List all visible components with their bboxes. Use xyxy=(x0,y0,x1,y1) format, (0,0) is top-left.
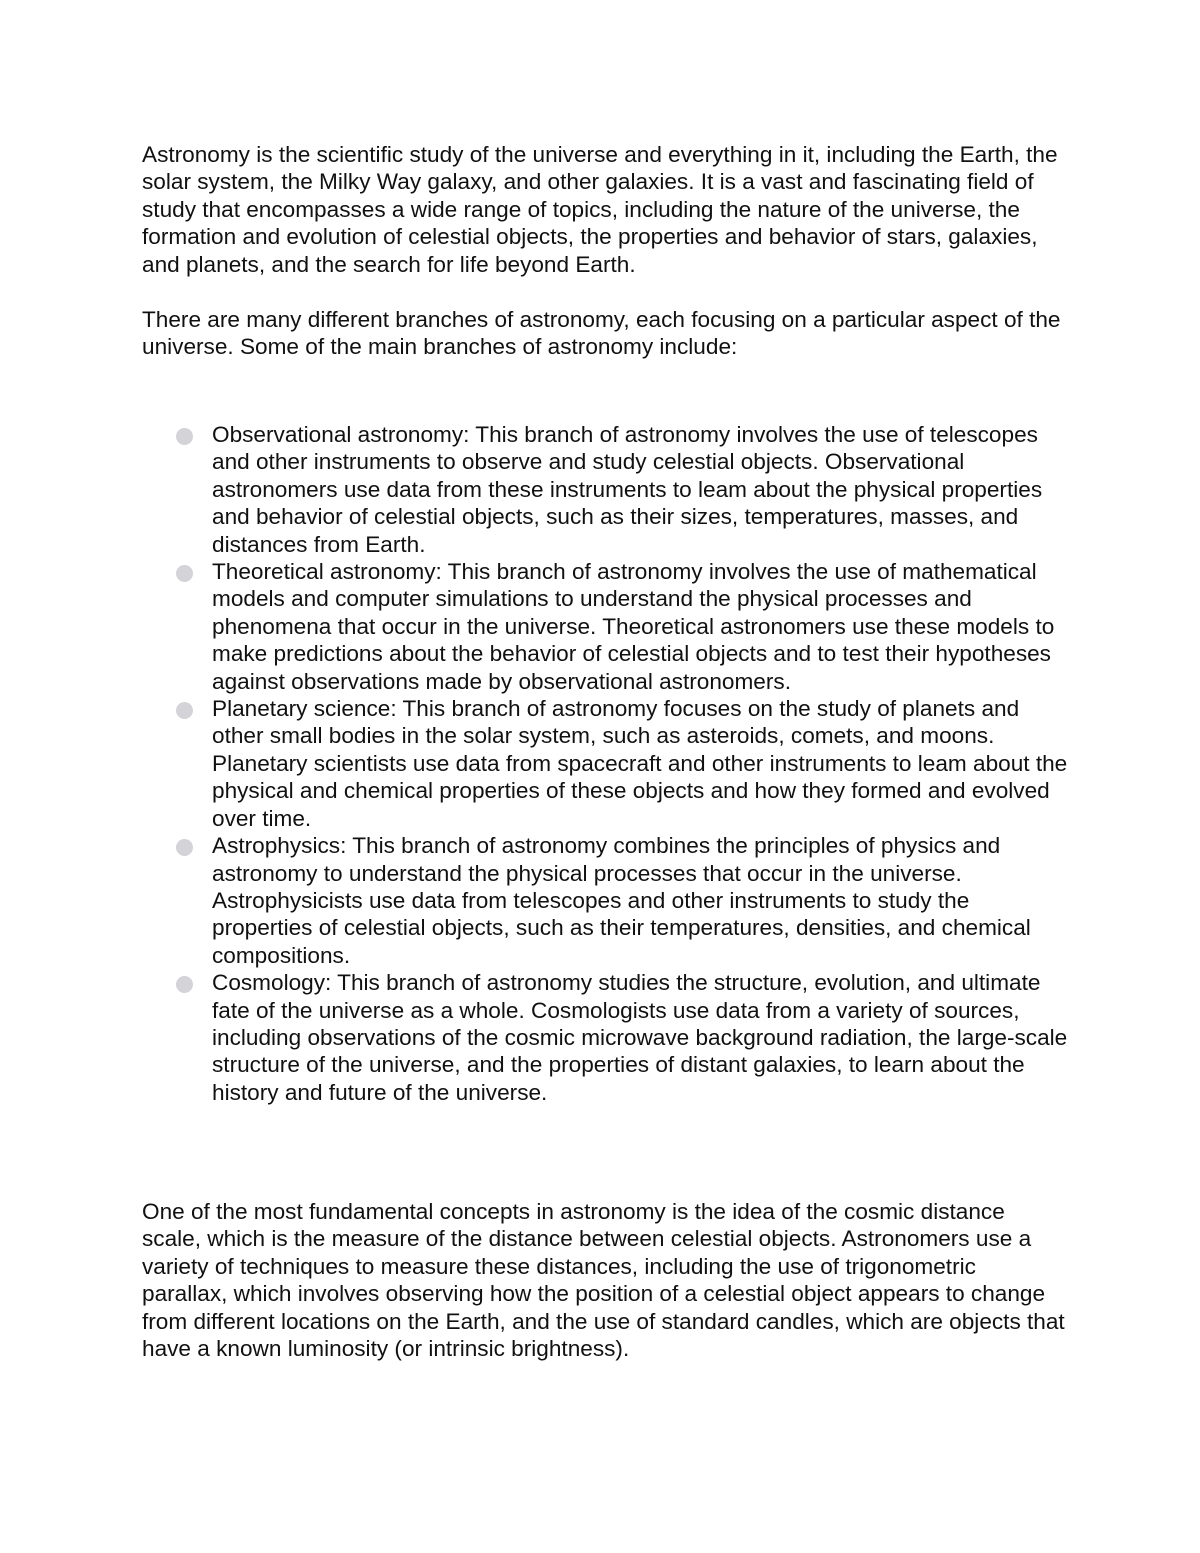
list-item xyxy=(0,695,1072,832)
list-item xyxy=(0,832,1072,969)
branches-list xyxy=(0,421,1200,1106)
bullet-icon xyxy=(176,839,193,856)
bullet-icon xyxy=(176,702,193,719)
bullet-icon xyxy=(176,565,193,582)
branches-intro-paragraph: There are many different branches of astronomy, each focusing on a particular aspect of the universe. Some of the main branches of astronomy include: xyxy=(142,307,1061,360)
list-item xyxy=(0,558,1072,695)
list-item xyxy=(0,969,1072,1106)
intro-paragraph: Astronomy is the scientific study of the universe and everything in it, including the Earth, the solar system, the Milky Way galaxy, and other galaxies. It is a vast and fascinating field of study that encompasses a wide range of topics, including the nature of the universe, the formation and evolution of celestial objects, the properties and behavior of stars, galaxies, and planets, and the search for life beyond Earth. xyxy=(142,142,1058,277)
list-item-text: Planetary science: This branch of astronomy focuses on the study of planets and other small bodies in the solar system, such as asteroids, comets, and moons. Planetary scientists use data from spacecraft and other instruments to leam about the physical and chemical properties of these objects and how they formed and evolved over time. xyxy=(212,696,1068,831)
bullet-icon xyxy=(176,976,193,993)
bullet-icon xyxy=(176,428,193,445)
list-item-text: Observational astronomy: This branch of astronomy involves the use of telescopes and other instruments to observe and study celestial objects. Observational astronomers use data from these instruments to leam about the physical properties and behavior of celestial objects, such as their sizes, temperatures, masses, and distances from Earth. xyxy=(212,422,1043,557)
list-item-text: Astrophysics: This branch of astronomy combines the principles of physics and astronomy to understand the physical processes that occur in the universe. Astrophysicists use data from telescopes and other instruments to study the properties of celestial objects, such as their temperatures, densities, and chemical compositions. xyxy=(212,833,1031,968)
list-item xyxy=(0,421,1072,558)
list-item-text: Theoretical astronomy: This branch of astronomy involves the use of mathematical models and computer simulations to understand the physical processes and phenomena that occur in the universe. Theoretical astronomers use these models to make predictions about the behavior of celestial objects and to test their hypotheses against observations made by observational astronomers. xyxy=(212,559,1055,694)
distance-scale-paragraph: One of the most fundamental concepts in astronomy is the idea of the cosmic distance scale, which is the measure of the distance between celestial objects. Astronomers use a variety of techniques to measure these distances, including the use of trigonometric parallax, which involves observing how the position of a celestial object appears to change from different locations on the Earth, and the use of standard candles, which are objects that have a known luminosity (or intrinsic brightness). xyxy=(142,1199,1065,1362)
list-item-text: Cosmology: This branch of astronomy studies the structure, evolution, and ultimate fate of the universe as a whole. Cosmologists use data from a variety of sources, including observations of the cosmic microwave background radiation, the large-scale structure of the universe, and the properties of distant galaxies, to learn about the history and future of the universe. xyxy=(212,970,1068,1105)
